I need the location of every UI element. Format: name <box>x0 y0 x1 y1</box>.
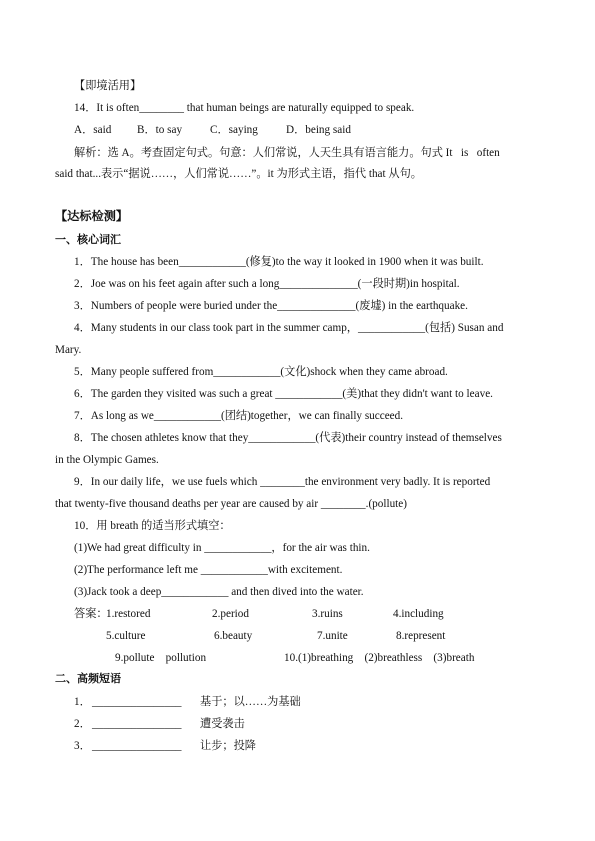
vocab-item: 7．As long as we____________(团结)together，we can finally succeed. <box>74 410 404 422</box>
vocab-item: 8．The chosen athletes know that they____________(代表)their country instead of themselves <box>74 432 502 444</box>
vocab-item: 4．Many students in our class took part in the summer camp，____________(包括) Susan and <box>74 322 504 334</box>
answer: 3.ruins <box>312 608 343 620</box>
vocab-item: 9．In our daily life，we use fuels which ________the environment very badly. It is reported <box>74 476 491 488</box>
phrase-meaning: 让步；投降 <box>200 740 256 752</box>
vocab-subitem: (2)The performance left me ____________with excitement. <box>74 564 343 576</box>
option-b: B．to say <box>137 124 183 136</box>
vocab-subitem: (1)We had great difficulty in ____________，for the air was thin. <box>74 542 370 554</box>
analysis-line-2: said that...表示“据说……，人们常说……”。it 为形式主语，指代 that 从句。 <box>55 168 422 180</box>
phrase-number: 1． <box>74 696 91 708</box>
option-d: D．being said <box>286 124 351 136</box>
vocab-item: 1．The house has been____________(修复)to the way it looked in 1900 when it was built. <box>74 256 484 268</box>
bracket-title: 【即境活用】 <box>74 80 142 92</box>
phrase-blank[interactable]: ________________ <box>92 696 182 708</box>
phrase-meaning: 遭受袭击 <box>200 718 245 730</box>
vocab-item: 2．Joe was on his feet again after such a long______________(一段时期)in hospital. <box>74 278 460 290</box>
part1-title: 一、核心词汇 <box>55 233 121 246</box>
answer: 9.pollute pollution <box>115 652 207 664</box>
vocab-item-continued: that twenty-five thousand deaths per year are caused by air ________.(pollute) <box>55 498 407 510</box>
answer: 5.culture <box>106 630 146 642</box>
vocab-item-continued: in the Olympic Games. <box>55 454 159 466</box>
vocab-subitem: (3)Jack took a deep____________ and then dived into the water. <box>74 586 364 598</box>
answer: 7.unite <box>317 630 348 642</box>
vocab-item: 3．Numbers of people were buried under the______________(废墟) in the earthquake. <box>74 300 468 312</box>
answer: 10.(1)breathing (2)breathless (3)breath <box>284 652 475 664</box>
answer: 6.beauty <box>214 630 253 642</box>
part2-title: 二、高频短语 <box>55 672 121 685</box>
vocab-item: 10．用 breath 的适当形式填空： <box>74 520 231 532</box>
option-a: A．said <box>74 124 112 136</box>
phrase-blank[interactable]: ________________ <box>92 740 182 752</box>
answer-label: 答案： <box>74 608 108 620</box>
option-c: C．saying <box>210 124 258 136</box>
vocab-item: 5．Many people suffered from____________(文化)shock when they came abroad. <box>74 366 448 378</box>
answer: 2.period <box>212 608 249 620</box>
answer: 8.represent <box>396 630 446 642</box>
analysis-line-1: 解析：选 A。考查固定句式。句意：人们常说，人天生具有语言能力。句式 It is often <box>74 147 500 159</box>
vocab-item-continued: Mary. <box>55 344 82 356</box>
phrase-number: 2． <box>74 718 91 730</box>
phrase-number: 3． <box>74 740 91 752</box>
vocab-item: 6．The garden they visited was such a great ____________(美)that they didn't want to leave. <box>74 388 493 400</box>
answer: 1.restored <box>106 608 151 620</box>
question-14-stem: 14．It is often________ that human beings are naturally equipped to speak. <box>74 102 415 114</box>
phrase-meaning: 基于；以……为基础 <box>200 696 301 708</box>
section-title: 【达标检测】 <box>55 209 129 223</box>
answer: 4.including <box>393 608 444 620</box>
phrase-blank[interactable]: ________________ <box>92 718 182 730</box>
